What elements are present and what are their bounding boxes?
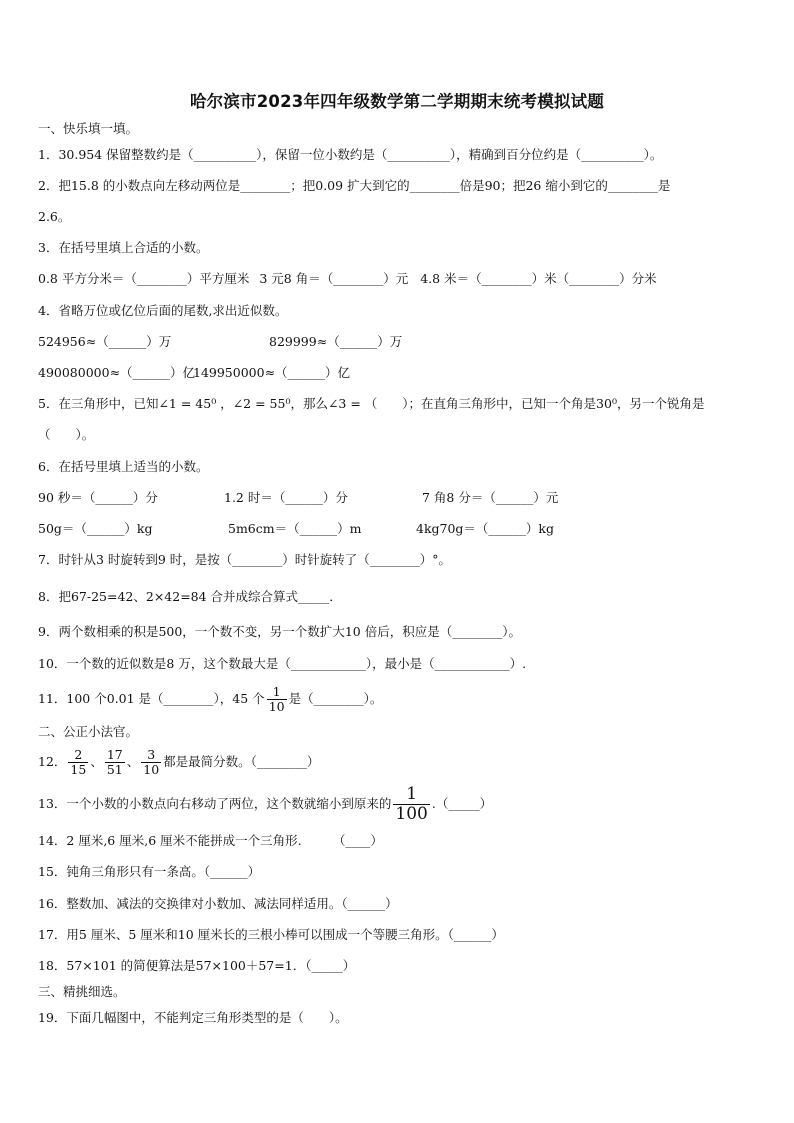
question-4-row-2 — [38, 364, 754, 382]
section-heading-2: 二、公正小法官。 — [38, 724, 139, 739]
q6-item: 50g＝（______）kg — [38, 521, 153, 536]
q11-text: 11．100 个0.01 是（________），45 个 — [38, 691, 265, 706]
q4-item: 149950000≈（______）亿 — [193, 365, 351, 380]
fraction-denominator: 51 — [106, 762, 123, 777]
question-14: 14．2 厘米,6 厘米,6 厘米不能拼成一个三角形. （____） — [38, 833, 383, 848]
q12-number: 12． — [38, 754, 67, 769]
section-heading-1: 一、快乐填一填。 — [38, 121, 139, 136]
fraction-numerator: 2 — [68, 749, 88, 764]
question-6-row-2 — [38, 520, 754, 538]
separator: 、 — [90, 754, 103, 769]
question-5-line-2: （ ）。 — [38, 427, 95, 442]
q4-item: 829999≈（______）万 — [269, 334, 403, 349]
fraction-numerator: 1 — [393, 786, 429, 805]
fraction — [141, 746, 161, 777]
question-7: 7．时针从3 时旋转到9 时，是按（________）时针旋转了（________）°。 — [38, 552, 452, 567]
fraction-denominator: 10 — [143, 762, 160, 777]
fraction — [267, 683, 287, 714]
separator: 、 — [126, 754, 140, 769]
q6-item: 4kg70g＝（______）kg — [416, 521, 555, 536]
q6-item: 5m6cm＝（______）m — [228, 521, 362, 536]
question-18: 18．57×101 的简便算法是57×100＋57=1．（_____） — [38, 958, 356, 973]
question-2-line-2: 2.6。 — [38, 209, 71, 224]
q13-text: .（_____） — [431, 796, 493, 811]
section-heading-3: 三、精挑细选。 — [38, 984, 126, 999]
q4-item: 490080000≈（______）亿 — [38, 365, 196, 380]
q4-item: 524956≈（______）万 — [38, 334, 172, 349]
q6-item: 1.2 时＝（______）分 — [224, 490, 348, 505]
fraction — [105, 746, 125, 777]
question-3: 3．在括号里填上合适的小数。 — [38, 240, 209, 255]
q3-item: 3 元8 角＝（________）元 — [259, 271, 409, 286]
question-3-items — [38, 270, 754, 288]
question-4-row-1 — [38, 333, 754, 351]
q11-text: 是（________）。 — [288, 691, 383, 706]
question-11 — [38, 682, 754, 716]
question-9: 9．两个数相乘的积是500，一个数不变，另一个数扩大10 倍后，积应是（________）。 — [38, 624, 521, 639]
fraction-denominator: 100 — [395, 804, 428, 824]
question-6: 6．在括号里填上适当的小数。 — [38, 459, 209, 474]
question-1: 1．30.954 保留整数约是（__________），保留一位小数约是（__________），精确到百分位约是（__________）。 — [38, 147, 663, 162]
q12-text: 都是最简分数。（________） — [163, 754, 320, 769]
question-17: 17．用5 厘米、5 厘米和10 厘米长的三根小棒可以围成一个等腰三角形。（______） — [38, 927, 504, 942]
question-4: 4．省略万位或亿位后面的尾数,求出近似数。 — [38, 303, 288, 318]
question-5-line-1: 5．在三角形中，已知∠1 = 45⁰ ，∠2 = 55⁰，那么∠3 = （ ）；在直角三角形中，已知一个角是30⁰，另一个锐角是 — [38, 396, 705, 411]
q6-item: 7 角8 分＝（______）元 — [422, 490, 559, 505]
q6-item: 90 秒＝（______）分 — [38, 490, 158, 505]
fraction-numerator: 3 — [141, 749, 161, 764]
fraction-numerator: 1 — [267, 686, 287, 701]
fraction-numerator: 17 — [106, 746, 123, 762]
question-10: 10．一个数的近似数是8 万，这个数最大是（____________），最小是（____________）. — [38, 656, 527, 671]
question-6-row-1 — [38, 489, 754, 507]
fraction — [393, 786, 429, 823]
q3-item: 4.8 米＝（________）米（________）分米 — [420, 271, 657, 286]
question-8: 8．把67-25=42、2×42=84 合并成综合算式_____． — [38, 589, 342, 604]
question-19: 19．下面几幅图中，不能判定三角形类型的是（ ）。 — [38, 1010, 348, 1025]
question-15: 15．钝角三角形只有一条高。（______） — [38, 864, 261, 879]
page-title: 哈尔滨市2023年四年级数学第二学期期末统考模拟试题 — [189, 92, 605, 111]
question-16: 16．整数加、减法的交换律对小数加、减法同样适用。（______） — [38, 896, 398, 911]
question-2-line-1: 2．把15.8 的小数点向左移动两位是________；把0.09 扩大到它的________倍是90；把26 缩小到它的________是 — [38, 178, 671, 193]
q13-text: 13．一个小数的小数点向右移动了两位，这个数就缩小到原来的 — [38, 796, 392, 811]
fraction — [68, 746, 88, 777]
question-12 — [38, 744, 754, 780]
question-13 — [38, 784, 754, 824]
fraction-denominator: 15 — [70, 762, 87, 777]
fraction-denominator: 10 — [268, 699, 285, 714]
q3-item: 0.8 平方分米＝（________）平方厘米 — [38, 271, 250, 286]
